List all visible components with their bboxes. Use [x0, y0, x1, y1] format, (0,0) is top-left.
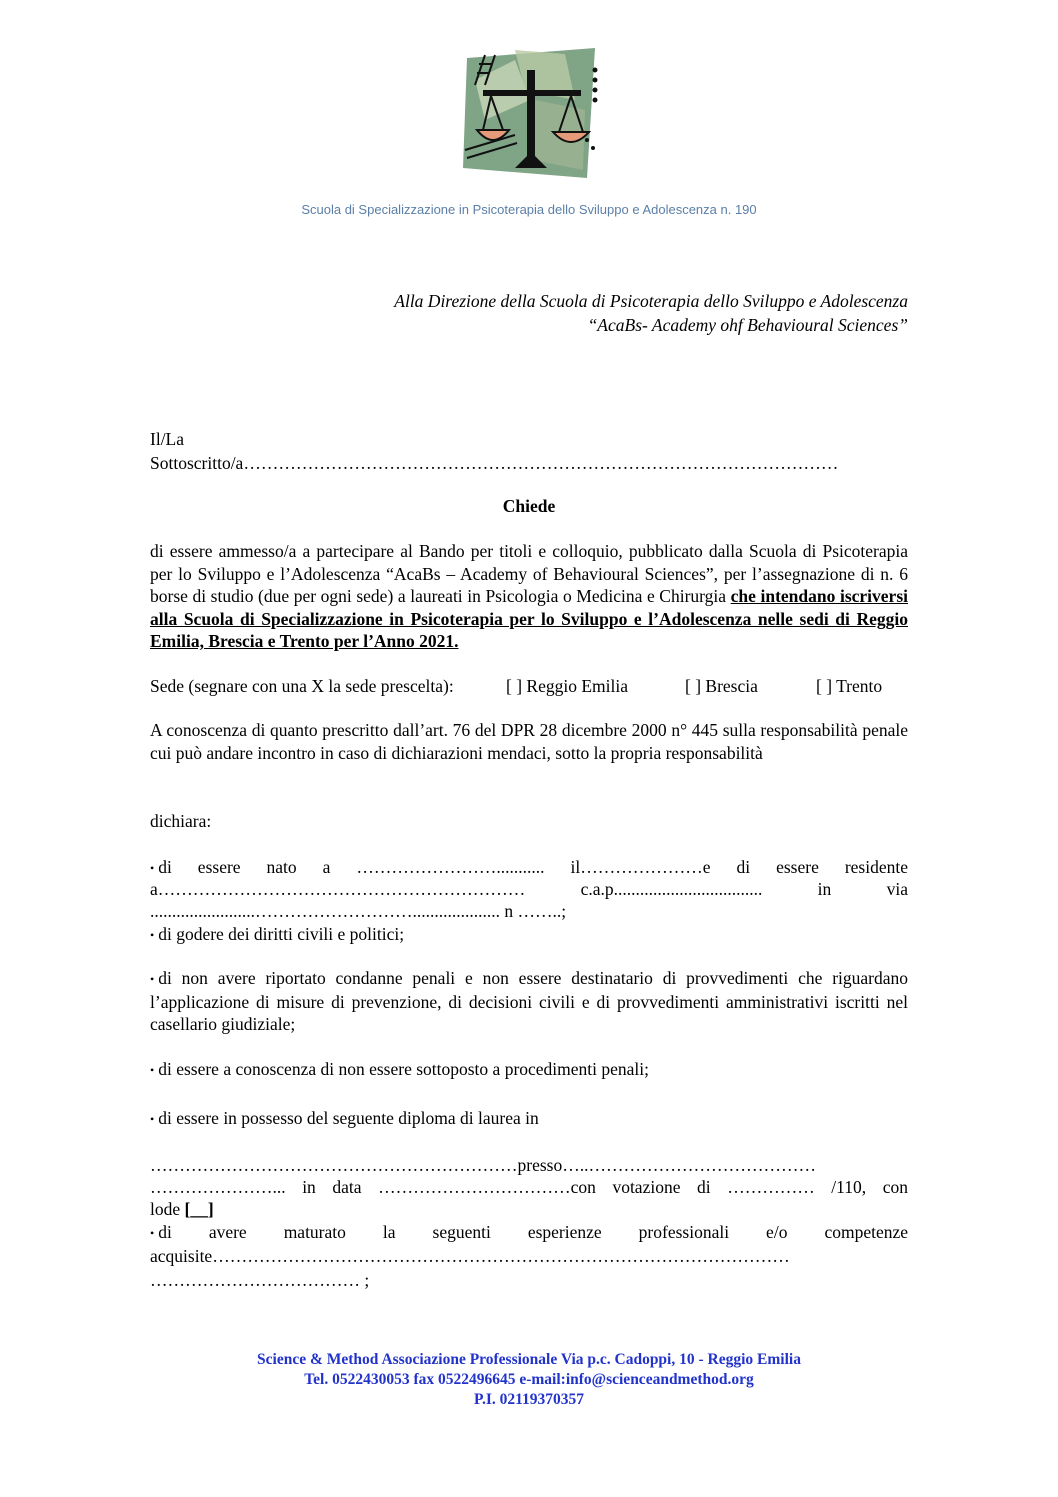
bullet-icon: •: [150, 972, 155, 986]
addressee-line-1: Alla Direzione della Scuola di Psicoterapia dello Sviluppo e Adolescenza: [394, 291, 908, 311]
sede-option-reggio-emilia[interactable]: [ ] Reggio Emilia: [506, 676, 628, 696]
birth-line-3[interactable]: ........................……………………….................... n ……..;: [150, 901, 567, 921]
experience-item[interactable]: [150, 1221, 908, 1267]
footer-contacts: Tel. 0522430053 fax 0522496645 e-mail:info@scienceandmethod.org: [304, 1371, 754, 1388]
experience-text: di avere maturato la seguenti esperienze professionali e/o competenze acquisite………………………………………………………………………………………: [150, 1222, 908, 1266]
sede-option-brescia[interactable]: [ ] Brescia: [685, 676, 758, 696]
lode-line: [150, 1198, 908, 1221]
civil-rights-text: di godere dei diritti civili e politici;: [158, 924, 405, 944]
no-convictions-text: di non avere riportato condanne penali e non essere destinatario di provvedimenti che riguardano l’applicazione di misure di prevenzione, di decisioni civili e di provvedimenti amministrativi iscritti nel casellario giudiziale;: [150, 968, 908, 1034]
sede-label: Sede (segnare con una X la sede prescelta):: [150, 676, 454, 696]
il-la-label: Il/La: [150, 429, 185, 449]
sottoscritto-field[interactable]: Sottoscritto/a…………………………………………………………………………………………: [150, 453, 839, 473]
request-text: di essere ammesso/a a partecipare al Bando per titoli e colloquio, pubblicato dalla Scuola di Psicoterapia per lo Sviluppo e l’Adolescenza “AcaBs – Academy of Behavioural Sciences”, per l’assegnazione di n. 6 borse di studio (due per ogni sede) a laureati in Psicologia o Medicina e Chirurgia: [150, 541, 908, 606]
school-name: Scuola di Specializzazione in Psicoterapia dello Sviluppo e Adolescenza n. 190: [301, 202, 757, 217]
birth-line-2[interactable]: a……………………………………………………… c.a.p.................................. in via: [150, 879, 908, 899]
footer-vat: P.I. 02119370357: [473, 1391, 585, 1408]
birth-line-1-text: di essere nato a ……………………........... il…………………e di essere residente: [158, 857, 908, 877]
bullet-icon: •: [150, 928, 155, 942]
degree-line-1[interactable]: ………………………………………………………presso…..…………………………………: [150, 1155, 816, 1175]
degree-line-2[interactable]: …………………... in data ……………………………con votazione di …………… /110, con: [150, 1177, 908, 1197]
lode-checkbox[interactable]: [__]: [184, 1199, 214, 1219]
scales-of-justice-icon: [455, 40, 605, 190]
bullet-icon: •: [150, 1226, 155, 1240]
sede-row: [150, 675, 908, 698]
bullet-icon: •: [150, 1063, 155, 1077]
legal-paragraph: A conoscenza di quanto prescritto dall’art. 76 del DPR 28 dicembre 2000 n° 445 sulla responsabilità penale cui può andare incontro in caso di dichiarazioni mendaci, sotto la propria responsabilità: [150, 720, 908, 763]
degree-intro-item: [150, 1107, 908, 1131]
footer-address: Science & Method Associazione Professionale Via p.c. Cadoppi, 10 - Reggio Emilia: [257, 1351, 801, 1368]
no-convictions-item: [150, 967, 908, 1036]
dichiara-label: dichiara:: [150, 811, 212, 831]
addressee-line-2: “AcaBs- Academy ohf Behavioural Sciences”: [587, 315, 908, 335]
no-proceedings-text: di essere a conoscenza di non essere sottoposto a procedimenti penali;: [158, 1059, 650, 1079]
degree-intro-text: di essere in possesso del seguente diploma di laurea in: [158, 1108, 539, 1128]
bullet-icon: •: [150, 1112, 155, 1126]
experience-end-line[interactable]: ……………………………… ;: [150, 1270, 370, 1290]
sede-option-trento[interactable]: [ ] Trento: [816, 676, 883, 696]
request-bold-text: che intendano iscriversi alla Scuola di Specializzazione in Psicoterapia per lo Sviluppo e l’Adolescenza nelle sedi di Reggio Emilia, Brescia e Trento per l’Anno 2021.: [150, 586, 908, 651]
civil-rights-item: [150, 923, 908, 947]
bullet-icon: •: [150, 861, 155, 875]
chiede-heading: Chiede: [502, 496, 556, 516]
request-paragraph: [150, 540, 908, 653]
lode-label: lode: [150, 1199, 185, 1219]
no-proceedings-item: [150, 1058, 908, 1082]
birth-line-1[interactable]: [150, 856, 908, 880]
school-logo: [455, 40, 605, 190]
